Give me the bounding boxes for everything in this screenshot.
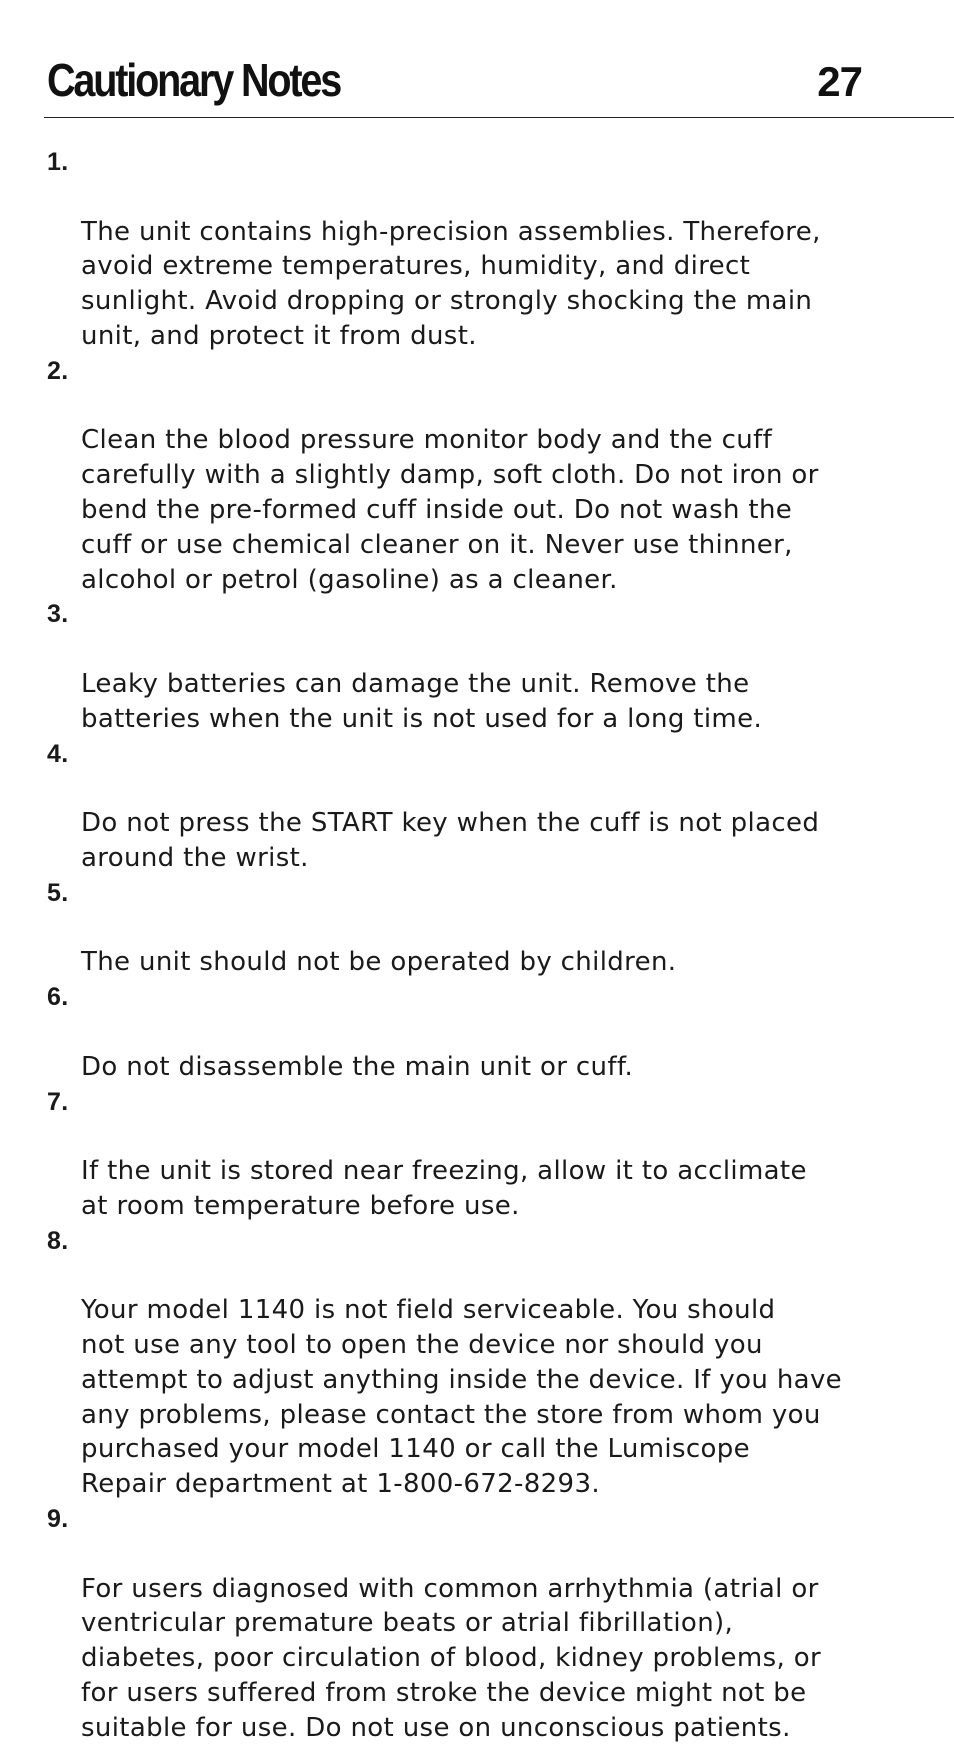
note-text: For users diagnosed with common arrhythmia (atrial or ventricular premature beats or atrial fibrillation), diabetes, poor circulation of blood, kidney problems, or for users suffered from stroke the device might not be suitable for use. Do not use on unconscious patients.	[81, 1573, 821, 1743]
header-divider	[44, 117, 954, 118]
note-number: 4.	[47, 739, 69, 768]
cautionary-notes-list	[47, 145, 877, 1746]
page-number: 27	[817, 58, 862, 105]
note-item-4	[47, 737, 877, 876]
note-text: Clean the blood pressure monitor body and the cuff carefully with a slightly damp, soft cloth. Do not iron or bend the pre-formed cuff inside out. Do not wash the cuff or use chemical cleaner on it. Never use thinner, alcohol or petrol (gasoline) as a cleaner.	[81, 425, 819, 595]
note-text: If the unit is stored near freezing, allow it to acclimate at room temperature before use.	[81, 1156, 807, 1221]
note-number: 9.	[47, 1505, 69, 1534]
note-item-1	[47, 145, 877, 354]
note-item-8	[47, 1224, 877, 1502]
note-number: 1.	[47, 148, 69, 176]
note-number: 5.	[47, 878, 69, 907]
note-text: Do not press the START key when the cuff is not placed around the wrist.	[81, 808, 820, 873]
note-number: 3.	[47, 600, 69, 629]
page-title: Cautionary Notes	[47, 54, 341, 106]
note-text: Leaky batteries can damage the unit. Remove the batteries when the unit is not used for a long time.	[81, 668, 763, 734]
note-text: Your model 1140 is not field serviceable. You should not use any tool to open the device nor should you attempt to adjust anything inside the device. If you have any problems, please contact the store from whom you purchased your model 1140 or call the Lumiscope Repair department at 1-800-672-8293.	[81, 1295, 843, 1500]
note-text: The unit contains high-precision assemblies. Therefore, avoid extreme temperatures, humidity, and direct sunlight. Avoid dropping or strongly shocking the main unit, and protect it from dust.	[81, 216, 821, 351]
note-text: Do not disassemble the main unit or cuff.	[81, 1051, 634, 1082]
note-item-2	[47, 354, 877, 598]
note-item-3	[47, 597, 877, 736]
note-item-9	[47, 1502, 877, 1746]
note-number: 6.	[47, 983, 69, 1012]
page-header	[47, 52, 862, 112]
note-number: 8.	[47, 1226, 69, 1255]
note-item-5	[47, 876, 877, 980]
note-number: 2.	[47, 356, 69, 385]
note-item-7	[47, 1085, 877, 1224]
note-text: The unit should not be operated by children.	[81, 947, 677, 978]
note-item-6	[47, 980, 877, 1084]
note-number: 7.	[47, 1087, 69, 1116]
